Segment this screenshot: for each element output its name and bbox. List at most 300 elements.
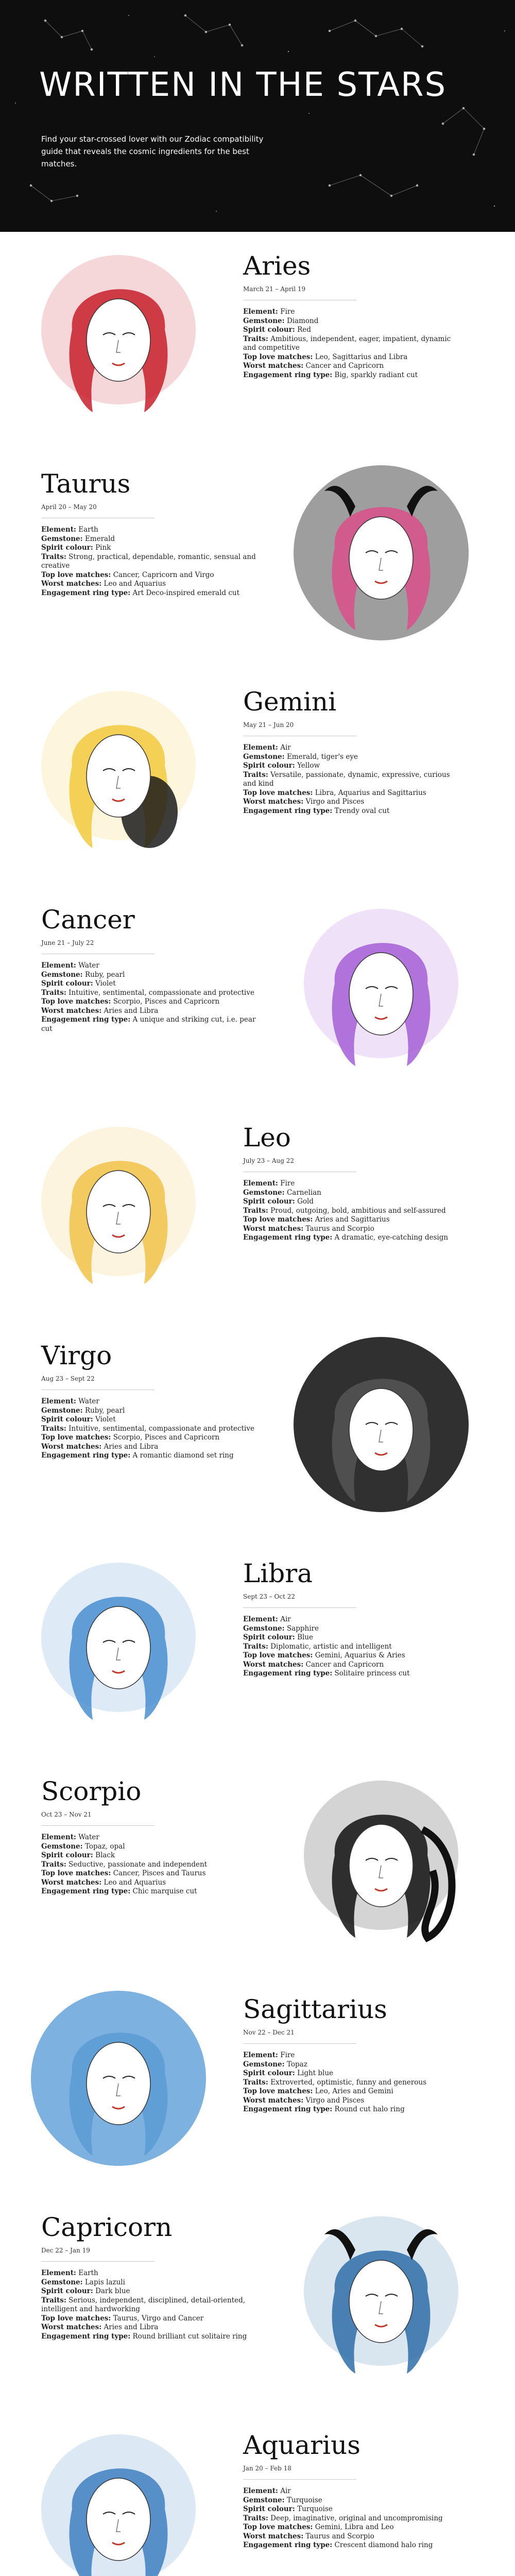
fact-value: Cancer and Capricorn — [305, 362, 384, 370]
fact-value: Scorpio, Pisces and Capricorn — [113, 1433, 220, 1442]
virgo-woman-illustration — [288, 1332, 474, 1517]
fact-label: Worst matches: — [243, 1660, 304, 1669]
sign-name: Aquarius — [243, 2430, 360, 2460]
libra-woman-illustration — [26, 1550, 211, 1735]
fact-label: Traits: — [41, 1860, 66, 1869]
fact-label: Engagement ring type: — [41, 1887, 131, 1895]
fact-worst — [41, 1443, 258, 1452]
fact-label: Engagement ring type: — [243, 1233, 333, 1242]
sign-facts — [243, 743, 459, 816]
fact-spirit — [243, 1197, 459, 1207]
sign-name: Taurus — [41, 469, 131, 499]
fact-element — [243, 2487, 459, 2496]
fact-label: Top love matches: — [41, 1433, 111, 1442]
fact-value: Air — [280, 1615, 291, 1623]
sign-name: Cancer — [41, 905, 135, 935]
sign-name: Scorpio — [41, 1776, 142, 1806]
fact-label: Spirit colour: — [243, 2505, 295, 2513]
sign-section-aquarius — [0, 2411, 515, 2576]
fact-love — [243, 2523, 459, 2532]
fact-value: Topaz, opal — [84, 1842, 125, 1851]
fact-label: Gemstone: — [41, 1842, 83, 1851]
fact-value: Ruby, pearl — [84, 970, 125, 979]
fact-value: Gold — [297, 1197, 314, 1206]
fact-label: Engagement ring type: — [243, 806, 333, 815]
fact-value: Emerald — [84, 534, 115, 543]
fact-ring — [243, 1669, 459, 1679]
sign-dates: Jan 20 – Feb 18 — [243, 2465, 356, 2480]
fact-traits — [243, 2078, 459, 2088]
sign-section-taurus — [0, 450, 515, 668]
fact-label: Worst matches: — [41, 1442, 102, 1451]
fact-value: Carnelian — [286, 1188, 321, 1197]
fact-element — [41, 2269, 258, 2278]
fact-element — [41, 1397, 258, 1406]
fact-label: Worst matches: — [41, 1878, 102, 1887]
fact-value: Serious, independent, disciplined, detail-oriented, intelligent and hardworking — [41, 2296, 245, 2313]
page-title: WRITTEN IN THE STARS — [39, 66, 447, 104]
zodiac-sign-list — [0, 232, 515, 2576]
sign-name: Aries — [243, 251, 311, 281]
sign-dates: Nov 22 – Dec 21 — [243, 2029, 356, 2044]
fact-value: Round cut halo ring — [334, 2105, 405, 2113]
sign-section-sagittarius — [0, 1975, 515, 2193]
fact-worst — [243, 1225, 459, 1234]
fact-value: Fire — [280, 1179, 295, 1188]
fact-gemstone — [243, 2060, 459, 2070]
constellation-background — [0, 0, 515, 232]
sign-details — [41, 1776, 258, 1896]
fact-value: A unique and striking cut, i.e. pear cut — [41, 1015, 256, 1033]
fact-label: Spirit colour: — [41, 2287, 93, 2295]
sign-name: Sagittarius — [243, 1994, 387, 2024]
sign-facts — [243, 1615, 459, 1679]
fact-label: Spirit colour: — [243, 761, 295, 770]
fact-label: Element: — [243, 743, 278, 752]
fact-gemstone — [41, 535, 258, 544]
fact-value: Earth — [78, 526, 98, 534]
sign-name: Capricorn — [41, 2212, 173, 2242]
fact-worst — [41, 580, 258, 589]
fact-label: Traits: — [243, 1642, 268, 1651]
fact-label: Element: — [243, 1179, 278, 1188]
sign-section-gemini — [0, 668, 515, 886]
sign-section-aries — [0, 232, 515, 450]
fact-spirit — [41, 2287, 258, 2296]
fact-label: Worst matches: — [243, 2532, 304, 2540]
fact-spirit — [243, 326, 459, 335]
sign-details — [243, 2430, 459, 2550]
fact-label: Worst matches: — [41, 2323, 102, 2331]
fact-traits — [243, 335, 459, 353]
aquarius-woman-illustration — [26, 2421, 211, 2576]
fact-label: Top love matches: — [243, 788, 313, 797]
fact-love — [41, 1869, 258, 1878]
fact-value: Ambitious, independent, eager, impatient, dynamic and competitive — [243, 334, 451, 352]
fact-value: Violet — [95, 1415, 116, 1423]
sign-name: Libra — [243, 1558, 313, 1588]
fact-love — [41, 1433, 258, 1443]
leo-woman-illustration — [26, 1114, 211, 1299]
sign-section-libra — [0, 1539, 515, 1757]
fact-traits — [243, 1642, 459, 1652]
fact-worst — [243, 362, 459, 371]
sagittarius-woman-illustration — [26, 1986, 211, 2171]
fact-value: Turquoise — [286, 2496, 322, 2504]
capricorn-woman-illustration — [288, 2204, 474, 2389]
fact-value: Leo and Aquarius — [104, 580, 166, 588]
fact-ring — [41, 1451, 258, 1461]
fact-label: Spirit colour: — [41, 544, 93, 552]
fact-value: Aries and Sagittarius — [315, 1215, 390, 1224]
fact-value: Black — [95, 1851, 115, 1859]
sign-dates: Oct 23 – Nov 21 — [41, 1811, 154, 1826]
sign-details — [243, 1122, 459, 1243]
fact-value: Blue — [297, 1633, 313, 1641]
fact-value: Light blue — [297, 2069, 334, 2077]
fact-label: Element: — [243, 2051, 278, 2059]
fact-traits — [41, 1860, 258, 1870]
fact-element — [243, 308, 459, 317]
fact-label: Top love matches: — [243, 2523, 313, 2531]
sign-dates: April 20 – May 20 — [41, 503, 154, 518]
fact-value: Solitaire princess cut — [334, 1669, 410, 1677]
fact-spirit — [243, 2505, 459, 2514]
fact-spirit — [41, 544, 258, 553]
fact-love — [243, 1215, 459, 1225]
fact-gemstone — [41, 1842, 258, 1852]
fact-value: Gemini, Aquarius & Aries — [315, 1651, 405, 1659]
fact-label: Traits: — [41, 1424, 66, 1433]
fact-value: Yellow — [297, 761, 320, 770]
fact-value: Trendy oval cut — [334, 806, 390, 815]
fact-label: Element: — [41, 1397, 76, 1405]
fact-value: Virgo and Pisces — [305, 798, 365, 806]
fact-label: Element: — [243, 2487, 278, 2495]
fact-label: Engagement ring type: — [41, 2332, 131, 2341]
scorpio-woman-illustration — [288, 1768, 474, 1953]
fact-value: Pink — [95, 544, 111, 552]
fact-element — [243, 743, 459, 753]
fact-label: Traits: — [243, 770, 268, 779]
fact-element — [41, 1833, 258, 1842]
sign-facts — [243, 2051, 459, 2114]
fact-value: Aries and Libra — [104, 1006, 159, 1015]
fact-value: Fire — [280, 308, 295, 316]
sign-name: Gemini — [243, 687, 337, 717]
fact-element — [243, 2051, 459, 2060]
fact-value: Strong, practical, dependable, romantic, sensual and creative — [41, 552, 256, 570]
fact-value: Sapphire — [286, 1624, 319, 1633]
fact-gemstone — [243, 753, 459, 762]
aries-woman-illustration — [26, 242, 211, 428]
sign-details — [243, 1558, 459, 1679]
fact-label: Gemstone: — [243, 2060, 285, 2069]
sign-facts — [41, 961, 258, 1033]
sign-section-scorpio — [0, 1757, 515, 1975]
fact-love — [243, 353, 459, 362]
fact-value: Gemini, Libra and Leo — [315, 2523, 394, 2531]
fact-value: Diplomatic, artistic and intelligent — [270, 1642, 392, 1651]
fact-label: Worst matches: — [243, 798, 304, 806]
fact-value: Fire — [280, 2051, 295, 2059]
fact-ring — [41, 1015, 258, 1033]
fact-label: Gemstone: — [243, 1188, 285, 1197]
fact-label: Spirit colour: — [243, 2069, 295, 2077]
fact-gemstone — [41, 1406, 258, 1416]
fact-spirit — [243, 1633, 459, 1642]
fact-label: Top love matches: — [41, 997, 111, 1006]
fact-element — [41, 961, 258, 971]
fact-value: Taurus and Scorpio — [305, 2532, 374, 2540]
fact-traits — [243, 771, 459, 789]
fact-element — [243, 1179, 459, 1189]
fact-label: Gemstone: — [41, 1406, 83, 1415]
sign-name: Virgo — [41, 1341, 112, 1370]
fact-label: Element: — [41, 1833, 76, 1841]
fact-value: Versatile, passionate, dynamic, expressive, curious and kind — [243, 770, 450, 788]
fact-value: Violet — [95, 979, 116, 988]
fact-value: Big, sparkly radiant cut — [334, 370, 418, 379]
fact-value: Libra, Aquarius and Sagittarius — [315, 788, 426, 797]
sign-name: Leo — [243, 1123, 291, 1153]
fact-value: Leo and Aquarius — [104, 1878, 166, 1887]
fact-label: Gemstone: — [243, 2496, 285, 2504]
fact-value: Emerald, tiger's eye — [286, 752, 358, 761]
fact-value: Aries and Libra — [104, 2323, 159, 2331]
fact-label: Engagement ring type: — [41, 588, 131, 597]
fact-label: Spirit colour: — [243, 326, 295, 334]
fact-value: Aries and Libra — [104, 1442, 159, 1451]
fact-element — [41, 526, 258, 535]
fact-value: Water — [78, 1397, 99, 1405]
fact-label: Traits: — [243, 1206, 268, 1215]
fact-ring — [243, 2541, 459, 2550]
fact-gemstone — [243, 2496, 459, 2505]
fact-value: Round brilliant cut solitaire ring — [132, 2332, 247, 2341]
fact-value: Intuitive, sentimental, compassionate and protective — [68, 988, 254, 997]
fact-label: Gemstone: — [41, 534, 83, 543]
sign-details — [41, 2212, 258, 2341]
fact-value: Water — [78, 961, 99, 970]
fact-value: Water — [78, 1833, 99, 1841]
fact-label: Engagement ring type: — [243, 2105, 333, 2113]
fact-label: Worst matches: — [243, 2096, 304, 2105]
fact-label: Spirit colour: — [243, 1633, 295, 1641]
fact-label: Worst matches: — [41, 580, 102, 588]
sign-section-cancer — [0, 886, 515, 1104]
fact-ring — [243, 807, 459, 816]
fact-ring — [243, 371, 459, 380]
fact-spirit — [243, 2069, 459, 2078]
fact-ring — [41, 1887, 258, 1896]
fact-traits — [41, 553, 258, 571]
fact-label: Engagement ring type: — [41, 1451, 131, 1460]
fact-label: Top love matches: — [243, 1215, 313, 1224]
sign-section-capricorn — [0, 2193, 515, 2411]
sign-facts — [41, 2269, 258, 2341]
fact-value: Cancer and Capricorn — [305, 1660, 384, 1669]
fact-label: Engagement ring type: — [41, 1015, 131, 1024]
fact-value: Chic marquise cut — [132, 1887, 197, 1895]
fact-label: Spirit colour: — [41, 1415, 93, 1423]
fact-label: Traits: — [243, 334, 268, 343]
fact-value: A romantic diamond set ring — [132, 1451, 234, 1460]
fact-value: Intuitive, sentimental, compassionate and protective — [68, 1424, 254, 1433]
fact-ring — [41, 589, 258, 598]
fact-value: Virgo and Pisces — [305, 2096, 365, 2105]
fact-spirit — [41, 1851, 258, 1860]
fact-value: Red — [297, 326, 311, 334]
fact-gemstone — [243, 1624, 459, 1634]
fact-traits — [243, 1207, 459, 1216]
fact-label: Traits: — [41, 552, 66, 561]
sign-facts — [41, 1833, 258, 1896]
fact-traits — [41, 989, 258, 998]
sign-facts — [41, 1397, 258, 1461]
fact-gemstone — [41, 971, 258, 980]
fact-worst — [243, 798, 459, 807]
fact-label: Worst matches: — [41, 1006, 102, 1015]
sign-section-leo — [0, 1104, 515, 1321]
sign-facts — [243, 1179, 459, 1243]
fact-label: Top love matches: — [243, 2087, 313, 2095]
sign-facts — [243, 308, 459, 380]
fact-label: Top love matches: — [41, 570, 111, 579]
fact-label: Element: — [41, 2269, 76, 2277]
fact-label: Traits: — [243, 2514, 268, 2522]
fact-label: Gemstone: — [243, 1624, 285, 1633]
fact-gemstone — [243, 317, 459, 326]
fact-value: Crescent diamond halo ring — [334, 2541, 433, 2549]
fact-value: Earth — [78, 2269, 98, 2277]
sign-details — [243, 1994, 459, 2114]
sign-details — [41, 904, 258, 1033]
fact-worst — [41, 1878, 258, 1888]
fact-love — [243, 2087, 459, 2096]
fact-value: Seductive, passionate and independent — [68, 1860, 208, 1869]
fact-value: Air — [280, 2487, 291, 2495]
fact-ring — [243, 2105, 459, 2114]
fact-value: Proud, outgoing, bold, ambitious and self-assured — [270, 1206, 446, 1215]
fact-label: Element: — [41, 526, 76, 534]
fact-value: Topaz — [286, 2060, 307, 2069]
fact-worst — [243, 2532, 459, 2541]
fact-spirit — [41, 979, 258, 989]
sign-facts — [243, 2487, 459, 2550]
fact-value: Taurus, Virgo and Cancer — [113, 2314, 204, 2323]
fact-label: Element: — [243, 1615, 278, 1623]
fact-spirit — [41, 1415, 258, 1425]
fact-label: Top love matches: — [243, 1651, 313, 1659]
fact-label: Spirit colour: — [41, 979, 93, 988]
fact-gemstone — [243, 1189, 459, 1198]
header-banner — [0, 0, 515, 232]
fact-traits — [41, 2296, 258, 2314]
fact-label: Gemstone: — [243, 752, 285, 761]
fact-label: Engagement ring type: — [243, 2541, 333, 2549]
fact-gemstone — [41, 2278, 258, 2287]
gemini-twins-illustration — [26, 678, 211, 863]
fact-ring — [41, 2332, 258, 2342]
sign-details — [41, 468, 258, 598]
fact-label: Spirit colour: — [243, 1197, 295, 1206]
fact-label: Worst matches: — [243, 1224, 304, 1233]
fact-traits — [41, 1425, 258, 1434]
fact-label: Traits: — [41, 988, 66, 997]
fact-value: Ruby, pearl — [84, 1406, 125, 1415]
fact-label: Gemstone: — [41, 2278, 83, 2286]
fact-value: Dark blue — [95, 2287, 130, 2295]
fact-label: Engagement ring type: — [243, 370, 333, 379]
sign-dates: June 21 – July 22 — [41, 939, 154, 954]
fact-value: Leo, Sagittarius and Libra — [315, 352, 408, 361]
sign-dates: May 21 – Jun 20 — [243, 721, 356, 736]
sign-dates: Dec 22 – Jan 19 — [41, 2247, 154, 2262]
fact-love — [243, 789, 459, 798]
sign-dates: March 21 – April 19 — [243, 285, 356, 300]
fact-value: Scorpio, Pisces and Capricorn — [113, 997, 220, 1006]
cancer-woman-illustration — [288, 896, 474, 1081]
fact-worst — [41, 2323, 258, 2332]
fact-label: Spirit colour: — [41, 1851, 93, 1859]
sign-dates: Sept 23 – Oct 22 — [243, 1593, 356, 1608]
fact-label: Top love matches: — [243, 352, 313, 361]
fact-label: Gemstone: — [243, 316, 285, 325]
fact-love — [41, 2314, 258, 2324]
fact-value: Air — [280, 743, 291, 752]
fact-value: A dramatic, eye-catching design — [334, 1233, 449, 1242]
fact-value: Art Deco-inspired emerald cut — [132, 588, 240, 597]
fact-label: Element: — [41, 961, 76, 970]
fact-label: Gemstone: — [41, 970, 83, 979]
sign-details — [41, 1340, 258, 1461]
fact-label: Top love matches: — [41, 2314, 111, 2323]
fact-label: Element: — [243, 308, 278, 316]
intro-text: Find your star-crossed lover with our Zodiac compatibility guide that reveals the cosmic ingredients for the best matches. — [41, 134, 264, 168]
sign-dates: Aug 23 – Sept 22 — [41, 1375, 154, 1390]
fact-value: Diamond — [286, 316, 319, 325]
fact-value: Cancer, Pisces and Taurus — [113, 1869, 206, 1877]
sign-details — [243, 250, 459, 380]
fact-worst — [41, 1007, 258, 1016]
fact-value: Leo, Aries and Gemini — [315, 2087, 393, 2095]
fact-value: Taurus and Scorpio — [305, 1224, 374, 1233]
taurus-woman-illustration — [288, 460, 474, 646]
fact-worst — [243, 1660, 459, 1670]
sign-facts — [41, 526, 258, 598]
fact-love — [243, 1651, 459, 1660]
fact-value: Extroverted, optimistic, funny and generous — [270, 2078, 426, 2087]
fact-value: Deep, imaginative, original and uncompromising — [270, 2514, 443, 2522]
fact-label: Engagement ring type: — [243, 1669, 333, 1677]
fact-love — [41, 571, 258, 580]
sign-details — [243, 686, 459, 816]
fact-label: Worst matches: — [243, 362, 304, 370]
fact-label: Traits: — [41, 2296, 66, 2304]
fact-ring — [243, 1233, 459, 1243]
fact-label: Top love matches: — [41, 1869, 111, 1877]
fact-worst — [243, 2096, 459, 2106]
sign-section-virgo — [0, 1321, 515, 1539]
fact-love — [41, 997, 258, 1007]
fact-traits — [243, 2514, 459, 2523]
fact-value: Cancer, Capricorn and Virgo — [113, 570, 214, 579]
fact-value: Lapis lazuli — [84, 2278, 125, 2286]
sign-dates: July 23 – Aug 22 — [243, 1157, 356, 1172]
fact-value: Turquoise — [297, 2505, 333, 2513]
fact-spirit — [243, 761, 459, 771]
